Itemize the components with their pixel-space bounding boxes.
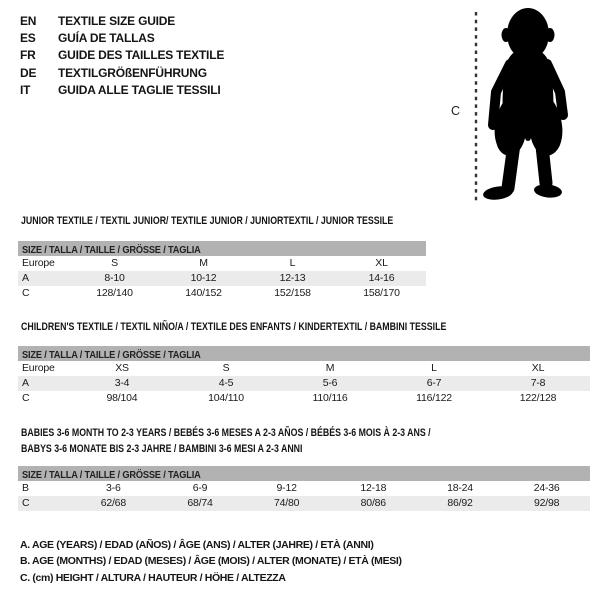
table-cell: 80/86 (360, 497, 386, 509)
language-row (20, 82, 224, 99)
table-cell: 62/68 (100, 497, 126, 509)
table-cell: 12-13 (279, 272, 306, 284)
silhouette-ear-right (546, 28, 555, 42)
table-cell: S (222, 362, 230, 374)
table-cell: 140/152 (185, 287, 222, 299)
table-cell: Europe (22, 362, 55, 374)
table-cell: S (111, 257, 118, 269)
table-cell: 152/158 (274, 287, 311, 299)
language-code: ES (20, 31, 36, 46)
footnote-c: C. (cm) HEIGHT / ALTURA / HAUTEUR / HÖHE / ALTEZZA (20, 571, 286, 584)
table-cell: C (22, 287, 30, 299)
junior-size-table (18, 241, 426, 301)
size-header-bar (18, 241, 426, 256)
toddler-silhouette (482, 8, 563, 202)
table-cell: 24-36 (533, 482, 560, 494)
table-row (18, 361, 590, 376)
table-cell: M (199, 257, 208, 269)
table-cell: 104/110 (208, 392, 244, 404)
table-cell: Europe (22, 257, 55, 269)
table-cell: L (289, 257, 296, 269)
section-title-junior: JUNIOR TEXTILE / TEXTIL JUNIOR/ TEXTILE JUNIOR / JUNIORTEXTIL / JUNIOR TESSILE (21, 215, 394, 227)
table-cell: 7-8 (530, 377, 546, 389)
silhouette-shorts (495, 101, 563, 156)
toddler-silhouette-icon (440, 4, 580, 214)
silhouette-ear-left (502, 28, 511, 42)
language-row (20, 12, 224, 29)
table-row (18, 271, 426, 286)
table-cell: XL (531, 362, 545, 374)
table-cell: 6-7 (426, 377, 442, 389)
babies-size-table (18, 466, 590, 511)
silhouette-leg-right (542, 146, 546, 183)
size-header-bar (18, 466, 590, 481)
footnotes (20, 537, 402, 586)
table-cell: 4-5 (218, 377, 234, 389)
table-cell: C (22, 497, 30, 509)
table-cell: 5-6 (322, 377, 338, 389)
language-code: EN (20, 13, 37, 28)
table-cell: 10-12 (190, 272, 217, 284)
table-cell: 74/80 (274, 497, 300, 509)
language-list (20, 12, 224, 99)
children-size-table (18, 346, 590, 406)
section-title-babies-line1: BABIES 3-6 MONTH TO 2-3 YEARS / BEBÉS 3-6 MESES A 2-3 AÑOS / BÉBÉS 3-6 MOIS À 2-3 ANS / (21, 427, 431, 439)
size-header-label: SIZE / TALLA / TAILLE / GRÖSSE / TAGLIA (22, 469, 201, 481)
table-row (18, 376, 590, 391)
size-header-label: SIZE / TALLA / TAILLE / GRÖSSE / TAGLIA (22, 244, 201, 256)
language-label: TEXTILE SIZE GUIDE (58, 13, 176, 28)
language-code: DE (20, 65, 37, 80)
language-code: FR (20, 48, 36, 63)
table-cell: 128/140 (96, 287, 133, 299)
table-row (18, 391, 590, 406)
table-row (18, 496, 590, 511)
table-cell: 92/98 (534, 497, 560, 509)
footnote-b: B. AGE (MONTHS) / EDAD (MESES) / ÂGE (MOIS) / ALTER (MONATE) / ETÀ (MESI) (20, 555, 402, 568)
language-row (20, 47, 224, 64)
size-header-label: SIZE / TALLA / TAILLE / GRÖSSE / TAGLIA (22, 349, 201, 361)
table-cell: 8-10 (104, 272, 125, 284)
table-cell: 122/128 (519, 392, 557, 404)
table-cell: 110/116 (312, 392, 348, 404)
table-cell: XS (115, 362, 129, 374)
language-row (20, 64, 224, 81)
table-cell: 3-6 (106, 482, 121, 494)
table-cell: 6-9 (192, 482, 208, 494)
table-cell: B (22, 482, 29, 494)
language-label: GUIDA ALLE TAGLIE TESSILI (58, 83, 221, 98)
size-header-bar (18, 346, 590, 361)
table-cell: L (431, 362, 437, 374)
table-cell: 3-4 (114, 377, 130, 389)
language-label: GUIDE DES TAILLES TEXTILE (58, 48, 225, 63)
height-measure-label: C (451, 104, 461, 118)
footnote-a: A. AGE (YEARS) / EDAD (AÑOS) / ÂGE (ANS) / ALTER (JAHRE) / ETÀ (ANNI) (20, 539, 374, 551)
silhouette-leg-left (508, 144, 514, 188)
language-code: IT (20, 83, 31, 98)
silhouette-torso (503, 48, 554, 110)
table-cell: A (22, 272, 29, 284)
table-cell: 18-24 (447, 482, 473, 494)
section-title-babies-line2: BABYS 3-6 MONATE BIS 2-3 JAHRE / BAMBINI 3-6 MESI A 2-3 ANNI (21, 443, 303, 455)
table-cell: 12-18 (360, 482, 387, 494)
table-cell: 86/92 (447, 497, 473, 509)
section-title-children: CHILDREN'S TEXTILE / TEXTIL NIÑO/A / TEXTILE DES ENFANTS / KINDERTEXTIL / BAMBINI TESSILE (21, 321, 447, 333)
table-cell: A (22, 377, 29, 389)
table-cell: 158/170 (363, 287, 400, 299)
language-label: TEXTILGRÖßENFÜHRUNG (58, 65, 207, 80)
language-label: GUÍA DE TALLAS (58, 31, 155, 46)
table-cell: 116/122 (416, 392, 452, 404)
table-cell: 98/104 (106, 392, 138, 404)
table-cell: XL (375, 257, 388, 269)
table-row (18, 481, 590, 496)
table-cell: C (22, 392, 30, 404)
table-cell: 9-12 (276, 482, 297, 494)
language-row (20, 29, 224, 46)
table-cell: 14-16 (368, 272, 395, 284)
silhouette-foot-right (533, 183, 562, 199)
table-row (18, 256, 426, 271)
table-cell: M (325, 362, 335, 374)
table-row (18, 286, 426, 301)
table-cell: 68/74 (187, 497, 213, 509)
